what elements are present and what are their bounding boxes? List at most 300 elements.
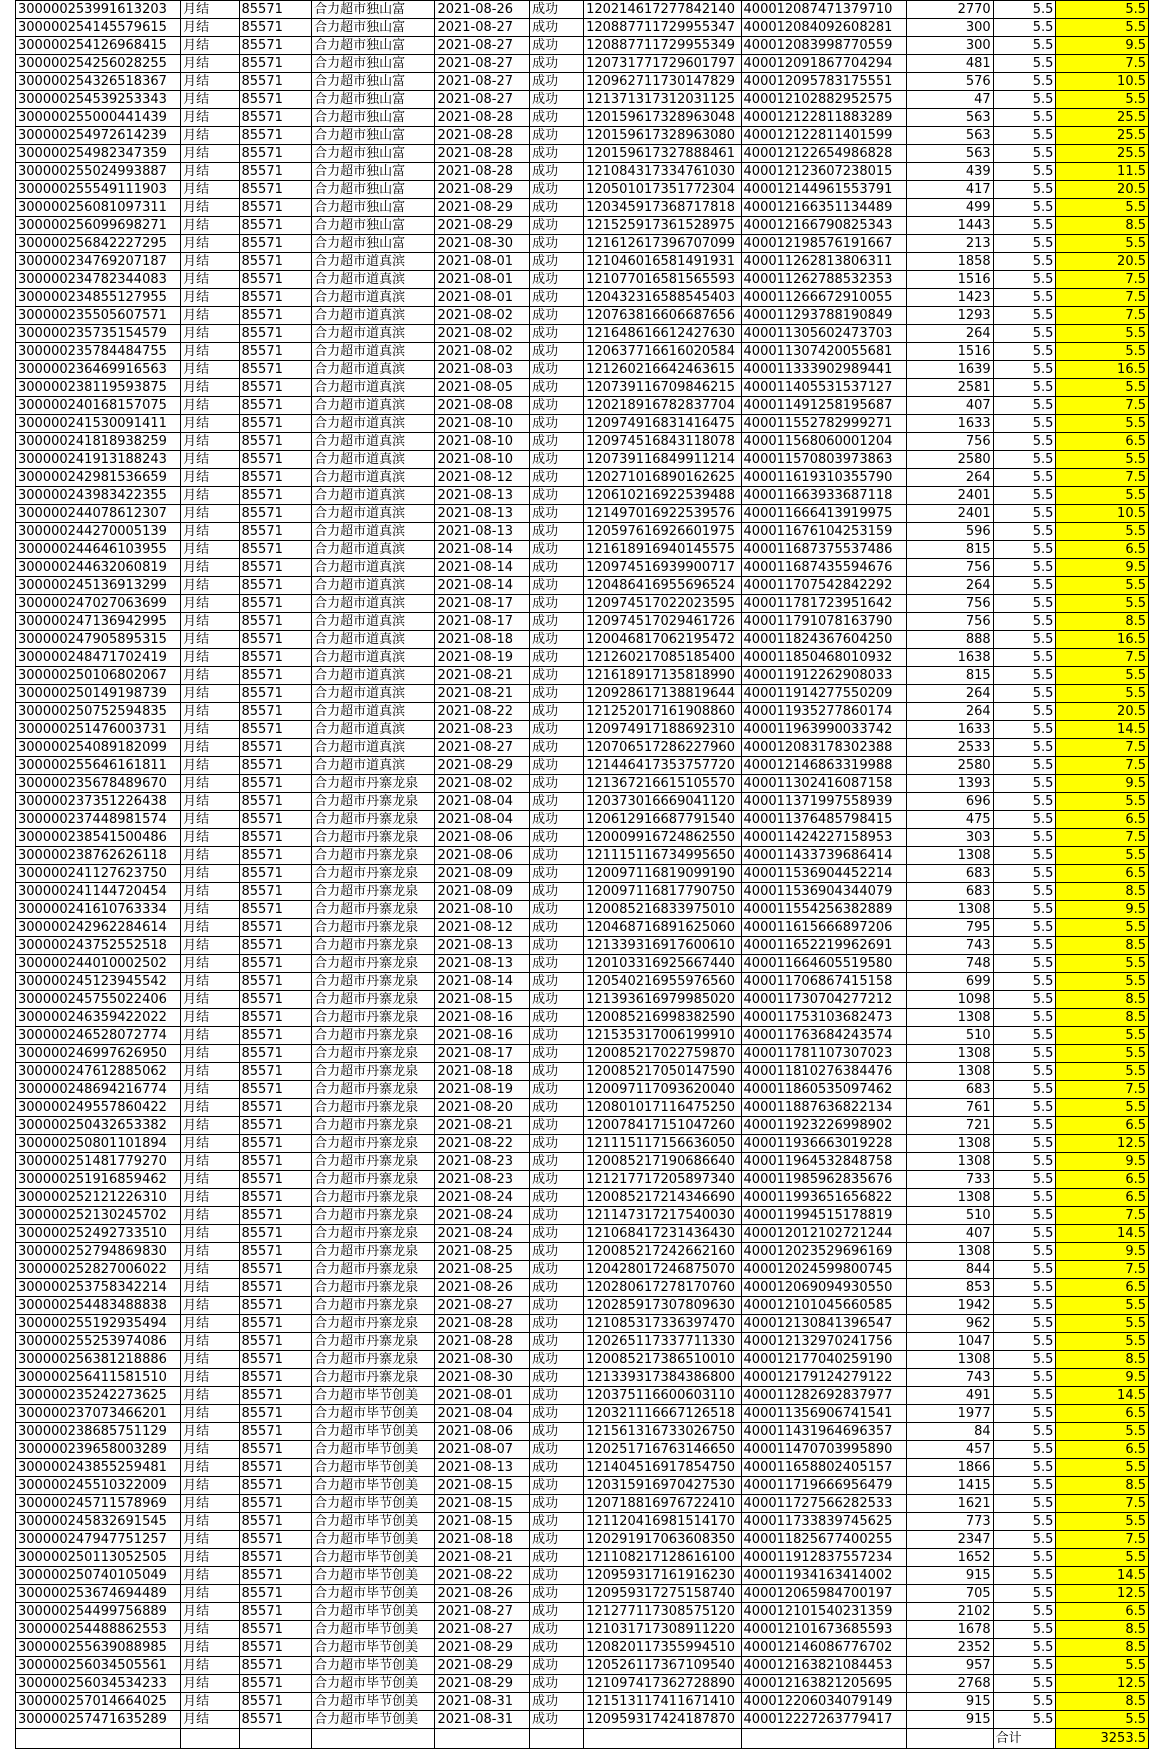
cell-date[interactable]: 2021-08-31 <box>435 1693 530 1711</box>
cell-ref-no[interactable]: 400011963990033742 <box>741 721 906 739</box>
cell-settlement[interactable]: 月结 <box>181 865 239 883</box>
cell-settlement[interactable]: 月结 <box>181 793 239 811</box>
cell-store[interactable]: 合力超市道真滨 <box>312 505 435 523</box>
cell-date[interactable]: 2021-08-19 <box>435 649 530 667</box>
cell-status[interactable]: 成功 <box>530 1585 584 1603</box>
cell-fee[interactable]: 5.5 <box>1056 1333 1149 1351</box>
cell-status[interactable]: 成功 <box>530 577 584 595</box>
cell-order-no[interactable]: 120097117093620040 <box>584 1081 741 1099</box>
cell-settlement[interactable]: 月结 <box>181 109 239 127</box>
cell-code[interactable]: 85571 <box>239 829 312 847</box>
cell-date[interactable]: 2021-08-02 <box>435 307 530 325</box>
cell-fee[interactable]: 5.5 <box>1056 577 1149 595</box>
cell-date[interactable]: 2021-08-16 <box>435 1027 530 1045</box>
cell-store[interactable]: 合力超市道真滨 <box>312 685 435 703</box>
cell-fee[interactable]: 5.5 <box>1056 91 1149 109</box>
cell-store[interactable]: 合力超市道真滨 <box>312 433 435 451</box>
cell-amount[interactable]: 743 <box>906 1369 993 1387</box>
cell-rate[interactable]: 5.5 <box>993 1117 1056 1135</box>
cell-ref-no[interactable]: 400012177040259190 <box>741 1351 906 1369</box>
cell-fee[interactable]: 25.5 <box>1056 109 1149 127</box>
cell-fee[interactable]: 16.5 <box>1056 631 1149 649</box>
cell-status[interactable]: 成功 <box>530 1639 584 1657</box>
cell-date[interactable]: 2021-08-25 <box>435 1243 530 1261</box>
cell-fee[interactable]: 5.5 <box>1056 1297 1149 1315</box>
cell-amount[interactable]: 756 <box>906 613 993 631</box>
cell-transaction-id[interactable]: 300000244646103955 <box>16 541 181 559</box>
cell-rate[interactable]: 5.5 <box>993 91 1056 109</box>
cell-code[interactable]: 85571 <box>239 901 312 919</box>
cell-transaction-id[interactable]: 300000245711578969 <box>16 1495 181 1513</box>
cell-settlement[interactable]: 月结 <box>181 811 239 829</box>
cell-date[interactable]: 2021-08-21 <box>435 667 530 685</box>
cell-store[interactable]: 合力超市丹寨龙泉 <box>312 775 435 793</box>
cell-rate[interactable]: 5.5 <box>993 1657 1056 1675</box>
cell-order-no[interactable]: 120085217022759870 <box>584 1045 741 1063</box>
cell-code[interactable]: 85571 <box>239 1441 312 1459</box>
cell-ref-no[interactable]: 400011371997558939 <box>741 793 906 811</box>
cell-order-no[interactable]: 120085217242662160 <box>584 1243 741 1261</box>
cell-rate[interactable]: 5.5 <box>993 559 1056 577</box>
cell-status[interactable]: 成功 <box>530 505 584 523</box>
cell-settlement[interactable]: 月结 <box>181 217 239 235</box>
cell-transaction-id[interactable]: 300000249557860422 <box>16 1099 181 1117</box>
cell-amount[interactable]: 1308 <box>906 1045 993 1063</box>
cell-ref-no[interactable]: 400012083998770559 <box>741 37 906 55</box>
cell-transaction-id[interactable]: 300000238762626118 <box>16 847 181 865</box>
cell-fee[interactable]: 11.5 <box>1056 163 1149 181</box>
cell-fee[interactable]: 7.5 <box>1056 307 1149 325</box>
cell-store[interactable]: 合力超市丹寨龙泉 <box>312 1225 435 1243</box>
cell-code[interactable]: 85571 <box>239 919 312 937</box>
cell-settlement[interactable]: 月结 <box>181 73 239 91</box>
cell-fee[interactable]: 16.5 <box>1056 361 1149 379</box>
cell-amount[interactable]: 491 <box>906 1387 993 1405</box>
cell-status[interactable]: 成功 <box>530 91 584 109</box>
cell-date[interactable]: 2021-08-09 <box>435 883 530 901</box>
cell-code[interactable]: 85571 <box>239 1459 312 1477</box>
cell-rate[interactable]: 5.5 <box>993 523 1056 541</box>
cell-rate[interactable]: 5.5 <box>993 829 1056 847</box>
cell-status[interactable]: 成功 <box>530 235 584 253</box>
cell-order-no[interactable]: 121367216615105570 <box>584 775 741 793</box>
cell-status[interactable]: 成功 <box>530 1009 584 1027</box>
cell-amount[interactable]: 962 <box>906 1315 993 1333</box>
cell-store[interactable]: 合力超市道真滨 <box>312 469 435 487</box>
cell-order-no[interactable]: 120159617328963080 <box>584 127 741 145</box>
cell-fee[interactable]: 5.5 <box>1056 487 1149 505</box>
cell-status[interactable]: 成功 <box>530 379 584 397</box>
cell-settlement[interactable]: 月结 <box>181 1333 239 1351</box>
cell-transaction-id[interactable]: 300000235242273625 <box>16 1387 181 1405</box>
cell-date[interactable]: 2021-08-26 <box>435 1585 530 1603</box>
cell-transaction-id[interactable]: 300000242962284614 <box>16 919 181 937</box>
cell-transaction-id[interactable]: 300000254126968415 <box>16 37 181 55</box>
cell-transaction-id[interactable]: 300000234782344083 <box>16 271 181 289</box>
cell-date[interactable]: 2021-08-06 <box>435 829 530 847</box>
cell-ref-no[interactable]: 400012206034079149 <box>741 1693 906 1711</box>
cell-settlement[interactable]: 月结 <box>181 415 239 433</box>
cell-settlement[interactable]: 月结 <box>181 1189 239 1207</box>
cell-rate[interactable]: 5.5 <box>993 1225 1056 1243</box>
cell-date[interactable]: 2021-08-27 <box>435 1603 530 1621</box>
cell-store[interactable]: 合力超市毕节创美 <box>312 1549 435 1567</box>
cell-amount[interactable]: 915 <box>906 1693 993 1711</box>
cell-settlement[interactable]: 月结 <box>181 1603 239 1621</box>
cell-settlement[interactable]: 月结 <box>181 1639 239 1657</box>
cell-amount[interactable]: 1516 <box>906 271 993 289</box>
cell-store[interactable]: 合力超市丹寨龙泉 <box>312 1189 435 1207</box>
cell-store[interactable]: 合力超市道真滨 <box>312 451 435 469</box>
cell-status[interactable]: 成功 <box>530 757 584 775</box>
cell-ref-no[interactable]: 400012069094930550 <box>741 1279 906 1297</box>
cell-status[interactable]: 成功 <box>530 253 584 271</box>
cell-ref-no[interactable]: 400011554256382889 <box>741 901 906 919</box>
cell-rate[interactable]: 5.5 <box>993 109 1056 127</box>
cell-status[interactable]: 成功 <box>530 1315 584 1333</box>
cell-date[interactable]: 2021-08-15 <box>435 1513 530 1531</box>
cell-amount[interactable]: 1977 <box>906 1405 993 1423</box>
cell-date[interactable]: 2021-08-07 <box>435 1441 530 1459</box>
cell-amount[interactable]: 1393 <box>906 775 993 793</box>
cell-settlement[interactable]: 月结 <box>181 1315 239 1333</box>
cell-store[interactable]: 合力超市丹寨龙泉 <box>312 1045 435 1063</box>
cell-status[interactable]: 成功 <box>530 883 584 901</box>
cell-settlement[interactable]: 月结 <box>181 1225 239 1243</box>
cell-amount[interactable]: 773 <box>906 1513 993 1531</box>
cell-status[interactable]: 成功 <box>530 1225 584 1243</box>
cell-amount[interactable]: 1443 <box>906 217 993 235</box>
cell-status[interactable]: 成功 <box>530 469 584 487</box>
cell-fee[interactable]: 7.5 <box>1056 1495 1149 1513</box>
cell-order-no[interactable]: 121077016581565593 <box>584 271 741 289</box>
cell-fee[interactable]: 8.5 <box>1056 1477 1149 1495</box>
cell-rate[interactable]: 5.5 <box>993 325 1056 343</box>
cell-rate[interactable]: 5.5 <box>993 577 1056 595</box>
cell-code[interactable]: 85571 <box>239 1639 312 1657</box>
cell-status[interactable]: 成功 <box>530 307 584 325</box>
cell-order-no[interactable]: 120009916724862550 <box>584 829 741 847</box>
cell-code[interactable]: 85571 <box>239 793 312 811</box>
cell-fee[interactable]: 8.5 <box>1056 613 1149 631</box>
cell-ref-no[interactable]: 400011266672910055 <box>741 289 906 307</box>
cell-date[interactable]: 2021-08-04 <box>435 1405 530 1423</box>
cell-transaction-id[interactable]: 300000256842227295 <box>16 235 181 253</box>
cell-settlement[interactable]: 月结 <box>181 577 239 595</box>
cell-order-no[interactable]: 120468716891625060 <box>584 919 741 937</box>
cell-amount[interactable]: 721 <box>906 1117 993 1135</box>
cell-order-no[interactable]: 121561316733026750 <box>584 1423 741 1441</box>
cell-ref-no[interactable]: 400011936663019228 <box>741 1135 906 1153</box>
cell-status[interactable]: 成功 <box>530 19 584 37</box>
cell-settlement[interactable]: 月结 <box>181 685 239 703</box>
cell-date[interactable]: 2021-08-28 <box>435 1315 530 1333</box>
cell-transaction-id[interactable]: 300000241144720454 <box>16 883 181 901</box>
cell-fee[interactable]: 8.5 <box>1056 1693 1149 1711</box>
cell-settlement[interactable]: 月结 <box>181 1405 239 1423</box>
cell-amount[interactable]: 1308 <box>906 901 993 919</box>
cell-transaction-id[interactable]: 300000251481779270 <box>16 1153 181 1171</box>
cell-store[interactable]: 合力超市毕节创美 <box>312 1639 435 1657</box>
cell-amount[interactable]: 47 <box>906 91 993 109</box>
cell-status[interactable]: 成功 <box>530 1261 584 1279</box>
cell-amount[interactable]: 761 <box>906 1099 993 1117</box>
cell-transaction-id[interactable]: 300000256081097311 <box>16 199 181 217</box>
cell-settlement[interactable]: 月结 <box>181 1369 239 1387</box>
cell-date[interactable]: 2021-08-10 <box>435 415 530 433</box>
cell-order-no[interactable]: 121217717205897340 <box>584 1171 741 1189</box>
cell-code[interactable]: 85571 <box>239 1531 312 1549</box>
cell-order-no[interactable]: 120610216922539488 <box>584 487 741 505</box>
cell-status[interactable]: 成功 <box>530 199 584 217</box>
cell-rate[interactable]: 5.5 <box>993 397 1056 415</box>
cell-status[interactable]: 成功 <box>530 1495 584 1513</box>
cell-order-no[interactable]: 120597616926601975 <box>584 523 741 541</box>
cell-amount[interactable]: 1308 <box>906 1063 993 1081</box>
cell-rate[interactable]: 5.5 <box>993 1279 1056 1297</box>
cell-amount[interactable]: 264 <box>906 685 993 703</box>
cell-amount[interactable]: 683 <box>906 883 993 901</box>
cell-fee[interactable]: 6.5 <box>1056 541 1149 559</box>
cell-date[interactable]: 2021-08-01 <box>435 253 530 271</box>
cell-order-no[interactable]: 120078417151047260 <box>584 1117 741 1135</box>
cell-store[interactable]: 合力超市毕节创美 <box>312 1405 435 1423</box>
cell-rate[interactable]: 5.5 <box>993 1495 1056 1513</box>
cell-transaction-id[interactable]: 300000251916859462 <box>16 1171 181 1189</box>
cell-rate[interactable]: 5.5 <box>993 1459 1056 1477</box>
cell-order-no[interactable]: 121339316917600610 <box>584 937 741 955</box>
cell-rate[interactable]: 5.5 <box>993 1189 1056 1207</box>
cell-store[interactable]: 合力超市毕节创美 <box>312 1495 435 1513</box>
cell-date[interactable]: 2021-08-29 <box>435 199 530 217</box>
cell-fee[interactable]: 5.5 <box>1056 451 1149 469</box>
cell-status[interactable]: 成功 <box>530 919 584 937</box>
cell-date[interactable]: 2021-08-29 <box>435 1675 530 1693</box>
cell-transaction-id[interactable]: 300000254539253343 <box>16 91 181 109</box>
cell-ref-no[interactable]: 400011719666956479 <box>741 1477 906 1495</box>
cell-store[interactable]: 合力超市丹寨龙泉 <box>312 865 435 883</box>
cell-ref-no[interactable]: 400011431964696357 <box>741 1423 906 1441</box>
cell-ref-no[interactable]: 400012122654986828 <box>741 145 906 163</box>
cell-fee[interactable]: 6.5 <box>1056 1405 1149 1423</box>
cell-rate[interactable]: 5.5 <box>993 613 1056 631</box>
cell-status[interactable]: 成功 <box>530 631 584 649</box>
cell-settlement[interactable]: 月结 <box>181 1513 239 1531</box>
cell-amount[interactable]: 2533 <box>906 739 993 757</box>
cell-fee[interactable]: 9.5 <box>1056 1153 1149 1171</box>
cell-rate[interactable]: 5.5 <box>993 1405 1056 1423</box>
cell-store[interactable]: 合力超市丹寨龙泉 <box>312 811 435 829</box>
cell-order-no[interactable]: 120085216998382590 <box>584 1009 741 1027</box>
cell-transaction-id[interactable]: 300000245832691545 <box>16 1513 181 1531</box>
cell-fee[interactable]: 5.5 <box>1056 199 1149 217</box>
cell-transaction-id[interactable]: 300000250149198739 <box>16 685 181 703</box>
cell-fee[interactable]: 6.5 <box>1056 1189 1149 1207</box>
cell-code[interactable]: 85571 <box>239 73 312 91</box>
cell-code[interactable]: 85571 <box>239 469 312 487</box>
cell-rate[interactable]: 5.5 <box>993 1585 1056 1603</box>
cell-store[interactable]: 合力超市道真滨 <box>312 757 435 775</box>
cell-settlement[interactable]: 月结 <box>181 955 239 973</box>
cell-ref-no[interactable]: 400011985962835676 <box>741 1171 906 1189</box>
cell-settlement[interactable]: 月结 <box>181 937 239 955</box>
cell-order-no[interactable]: 121535317006199910 <box>584 1027 741 1045</box>
cell-transaction-id[interactable]: 300000254982347359 <box>16 145 181 163</box>
cell-transaction-id[interactable]: 300000250432653382 <box>16 1117 181 1135</box>
cell-status[interactable]: 成功 <box>530 343 584 361</box>
cell-amount[interactable]: 407 <box>906 397 993 415</box>
cell-settlement[interactable]: 月结 <box>181 451 239 469</box>
cell-status[interactable]: 成功 <box>530 865 584 883</box>
cell-status[interactable]: 成功 <box>530 1171 584 1189</box>
cell-ref-no[interactable]: 400011887636822134 <box>741 1099 906 1117</box>
cell-ref-no[interactable]: 400011615666897206 <box>741 919 906 937</box>
cell-fee[interactable]: 7.5 <box>1056 739 1149 757</box>
cell-order-no[interactable]: 120345917368717818 <box>584 199 741 217</box>
cell-code[interactable]: 85571 <box>239 1369 312 1387</box>
cell-amount[interactable]: 510 <box>906 1027 993 1045</box>
cell-date[interactable]: 2021-08-15 <box>435 991 530 1009</box>
cell-date[interactable]: 2021-08-27 <box>435 1297 530 1315</box>
cell-amount[interactable]: 743 <box>906 937 993 955</box>
cell-date[interactable]: 2021-08-10 <box>435 901 530 919</box>
cell-settlement[interactable]: 月结 <box>181 631 239 649</box>
cell-date[interactable]: 2021-08-14 <box>435 559 530 577</box>
cell-fee[interactable]: 5.5 <box>1056 1027 1149 1045</box>
cell-code[interactable]: 85571 <box>239 1117 312 1135</box>
cell-code[interactable]: 85571 <box>239 1405 312 1423</box>
cell-amount[interactable]: 475 <box>906 811 993 829</box>
cell-ref-no[interactable]: 400012101673685593 <box>741 1621 906 1639</box>
cell-amount[interactable]: 748 <box>906 955 993 973</box>
cell-transaction-id[interactable]: 300000243752552518 <box>16 937 181 955</box>
cell-store[interactable]: 合力超市丹寨龙泉 <box>312 883 435 901</box>
cell-code[interactable]: 85571 <box>239 343 312 361</box>
cell-store[interactable]: 合力超市道真滨 <box>312 343 435 361</box>
cell-amount[interactable]: 1047 <box>906 1333 993 1351</box>
cell-fee[interactable]: 12.5 <box>1056 1135 1149 1153</box>
cell-code[interactable]: 85571 <box>239 883 312 901</box>
cell-status[interactable]: 成功 <box>530 1351 584 1369</box>
cell-store[interactable]: 合力超市丹寨龙泉 <box>312 1261 435 1279</box>
cell-code[interactable]: 85571 <box>239 127 312 145</box>
cell-amount[interactable]: 300 <box>906 37 993 55</box>
cell-code[interactable]: 85571 <box>239 1261 312 1279</box>
cell-code[interactable]: 85571 <box>239 1099 312 1117</box>
cell-transaction-id[interactable]: 300000245755022406 <box>16 991 181 1009</box>
cell-settlement[interactable]: 月结 <box>181 271 239 289</box>
cell-code[interactable]: 85571 <box>239 145 312 163</box>
cell-code[interactable]: 85571 <box>239 667 312 685</box>
cell-ref-no[interactable]: 400012123607238015 <box>741 163 906 181</box>
cell-order-no[interactable]: 121277117308575120 <box>584 1603 741 1621</box>
cell-fee[interactable]: 5.5 <box>1056 1063 1149 1081</box>
cell-rate[interactable]: 5.5 <box>993 667 1056 685</box>
cell-date[interactable]: 2021-08-19 <box>435 1081 530 1099</box>
cell-rate[interactable]: 5.5 <box>993 541 1056 559</box>
cell-rate[interactable]: 5.5 <box>993 19 1056 37</box>
cell-fee[interactable]: 6.5 <box>1056 433 1149 451</box>
cell-settlement[interactable]: 月结 <box>181 991 239 1009</box>
cell-settlement[interactable]: 月结 <box>181 613 239 631</box>
cell-ref-no[interactable]: 400011825677400255 <box>741 1531 906 1549</box>
cell-ref-no[interactable]: 400011935277860174 <box>741 703 906 721</box>
cell-date[interactable]: 2021-08-29 <box>435 1657 530 1675</box>
cell-store[interactable]: 合力超市丹寨龙泉 <box>312 1117 435 1135</box>
cell-amount[interactable]: 264 <box>906 703 993 721</box>
cell-fee[interactable]: 6.5 <box>1056 1117 1149 1135</box>
cell-date[interactable]: 2021-08-01 <box>435 1387 530 1405</box>
cell-rate[interactable]: 5.5 <box>993 1135 1056 1153</box>
cell-status[interactable]: 成功 <box>530 487 584 505</box>
cell-rate[interactable]: 5.5 <box>993 1171 1056 1189</box>
cell-fee[interactable]: 20.5 <box>1056 253 1149 271</box>
cell-ref-no[interactable]: 400011934163414002 <box>741 1567 906 1585</box>
cell-ref-no[interactable]: 400011302416087158 <box>741 775 906 793</box>
cell-order-no[interactable]: 121115116734995650 <box>584 847 741 865</box>
cell-amount[interactable]: 2352 <box>906 1639 993 1657</box>
cell-date[interactable]: 2021-08-22 <box>435 703 530 721</box>
cell-rate[interactable]: 5.5 <box>993 1315 1056 1333</box>
cell-settlement[interactable]: 月结 <box>181 1063 239 1081</box>
cell-ref-no[interactable]: 400012144961553791 <box>741 181 906 199</box>
cell-ref-no[interactable]: 400012132970241756 <box>741 1333 906 1351</box>
cell-rate[interactable]: 5.5 <box>993 1711 1056 1729</box>
cell-transaction-id[interactable]: 300000248694216774 <box>16 1081 181 1099</box>
cell-store[interactable]: 合力超市独山富 <box>312 145 435 163</box>
cell-amount[interactable]: 2770 <box>906 1 993 19</box>
cell-store[interactable]: 合力超市道真滨 <box>312 487 435 505</box>
cell-store[interactable]: 合力超市丹寨龙泉 <box>312 919 435 937</box>
cell-rate[interactable]: 5.5 <box>993 415 1056 433</box>
cell-code[interactable]: 85571 <box>239 523 312 541</box>
cell-rate[interactable]: 5.5 <box>993 307 1056 325</box>
cell-fee[interactable]: 12.5 <box>1056 1675 1149 1693</box>
cell-date[interactable]: 2021-08-13 <box>435 955 530 973</box>
cell-date[interactable]: 2021-08-14 <box>435 577 530 595</box>
cell-transaction-id[interactable]: 300000241127623750 <box>16 865 181 883</box>
cell-fee[interactable]: 14.5 <box>1056 1387 1149 1405</box>
cell-order-no[interactable]: 121525917361528975 <box>584 217 741 235</box>
cell-ref-no[interactable]: 400011687375537486 <box>741 541 906 559</box>
cell-transaction-id[interactable]: 300000241818938259 <box>16 433 181 451</box>
cell-order-no[interactable]: 120085217386510010 <box>584 1351 741 1369</box>
cell-amount[interactable]: 2102 <box>906 1603 993 1621</box>
cell-amount[interactable]: 1308 <box>906 1189 993 1207</box>
cell-amount[interactable]: 756 <box>906 595 993 613</box>
cell-ref-no[interactable]: 400012091867704294 <box>741 55 906 73</box>
cell-fee[interactable]: 6.5 <box>1056 1171 1149 1189</box>
cell-ref-no[interactable]: 400012083178302388 <box>741 739 906 757</box>
cell-store[interactable]: 合力超市丹寨龙泉 <box>312 1171 435 1189</box>
cell-rate[interactable]: 5.5 <box>993 1603 1056 1621</box>
cell-settlement[interactable]: 月结 <box>181 127 239 145</box>
cell-order-no[interactable]: 120974517029461726 <box>584 613 741 631</box>
cell-amount[interactable]: 1308 <box>906 1135 993 1153</box>
cell-fee[interactable]: 20.5 <box>1056 703 1149 721</box>
cell-date[interactable]: 2021-08-13 <box>435 523 530 541</box>
cell-settlement[interactable]: 月结 <box>181 487 239 505</box>
cell-order-no[interactable]: 121084317334761030 <box>584 163 741 181</box>
cell-store[interactable]: 合力超市道真滨 <box>312 307 435 325</box>
cell-rate[interactable]: 5.5 <box>993 253 1056 271</box>
cell-store[interactable]: 合力超市毕节创美 <box>312 1693 435 1711</box>
cell-rate[interactable]: 5.5 <box>993 1549 1056 1567</box>
cell-ref-no[interactable]: 400011923226998902 <box>741 1117 906 1135</box>
cell-date[interactable]: 2021-08-13 <box>435 487 530 505</box>
cell-rate[interactable]: 5.5 <box>993 1513 1056 1531</box>
cell-store[interactable]: 合力超市毕节创美 <box>312 1513 435 1531</box>
